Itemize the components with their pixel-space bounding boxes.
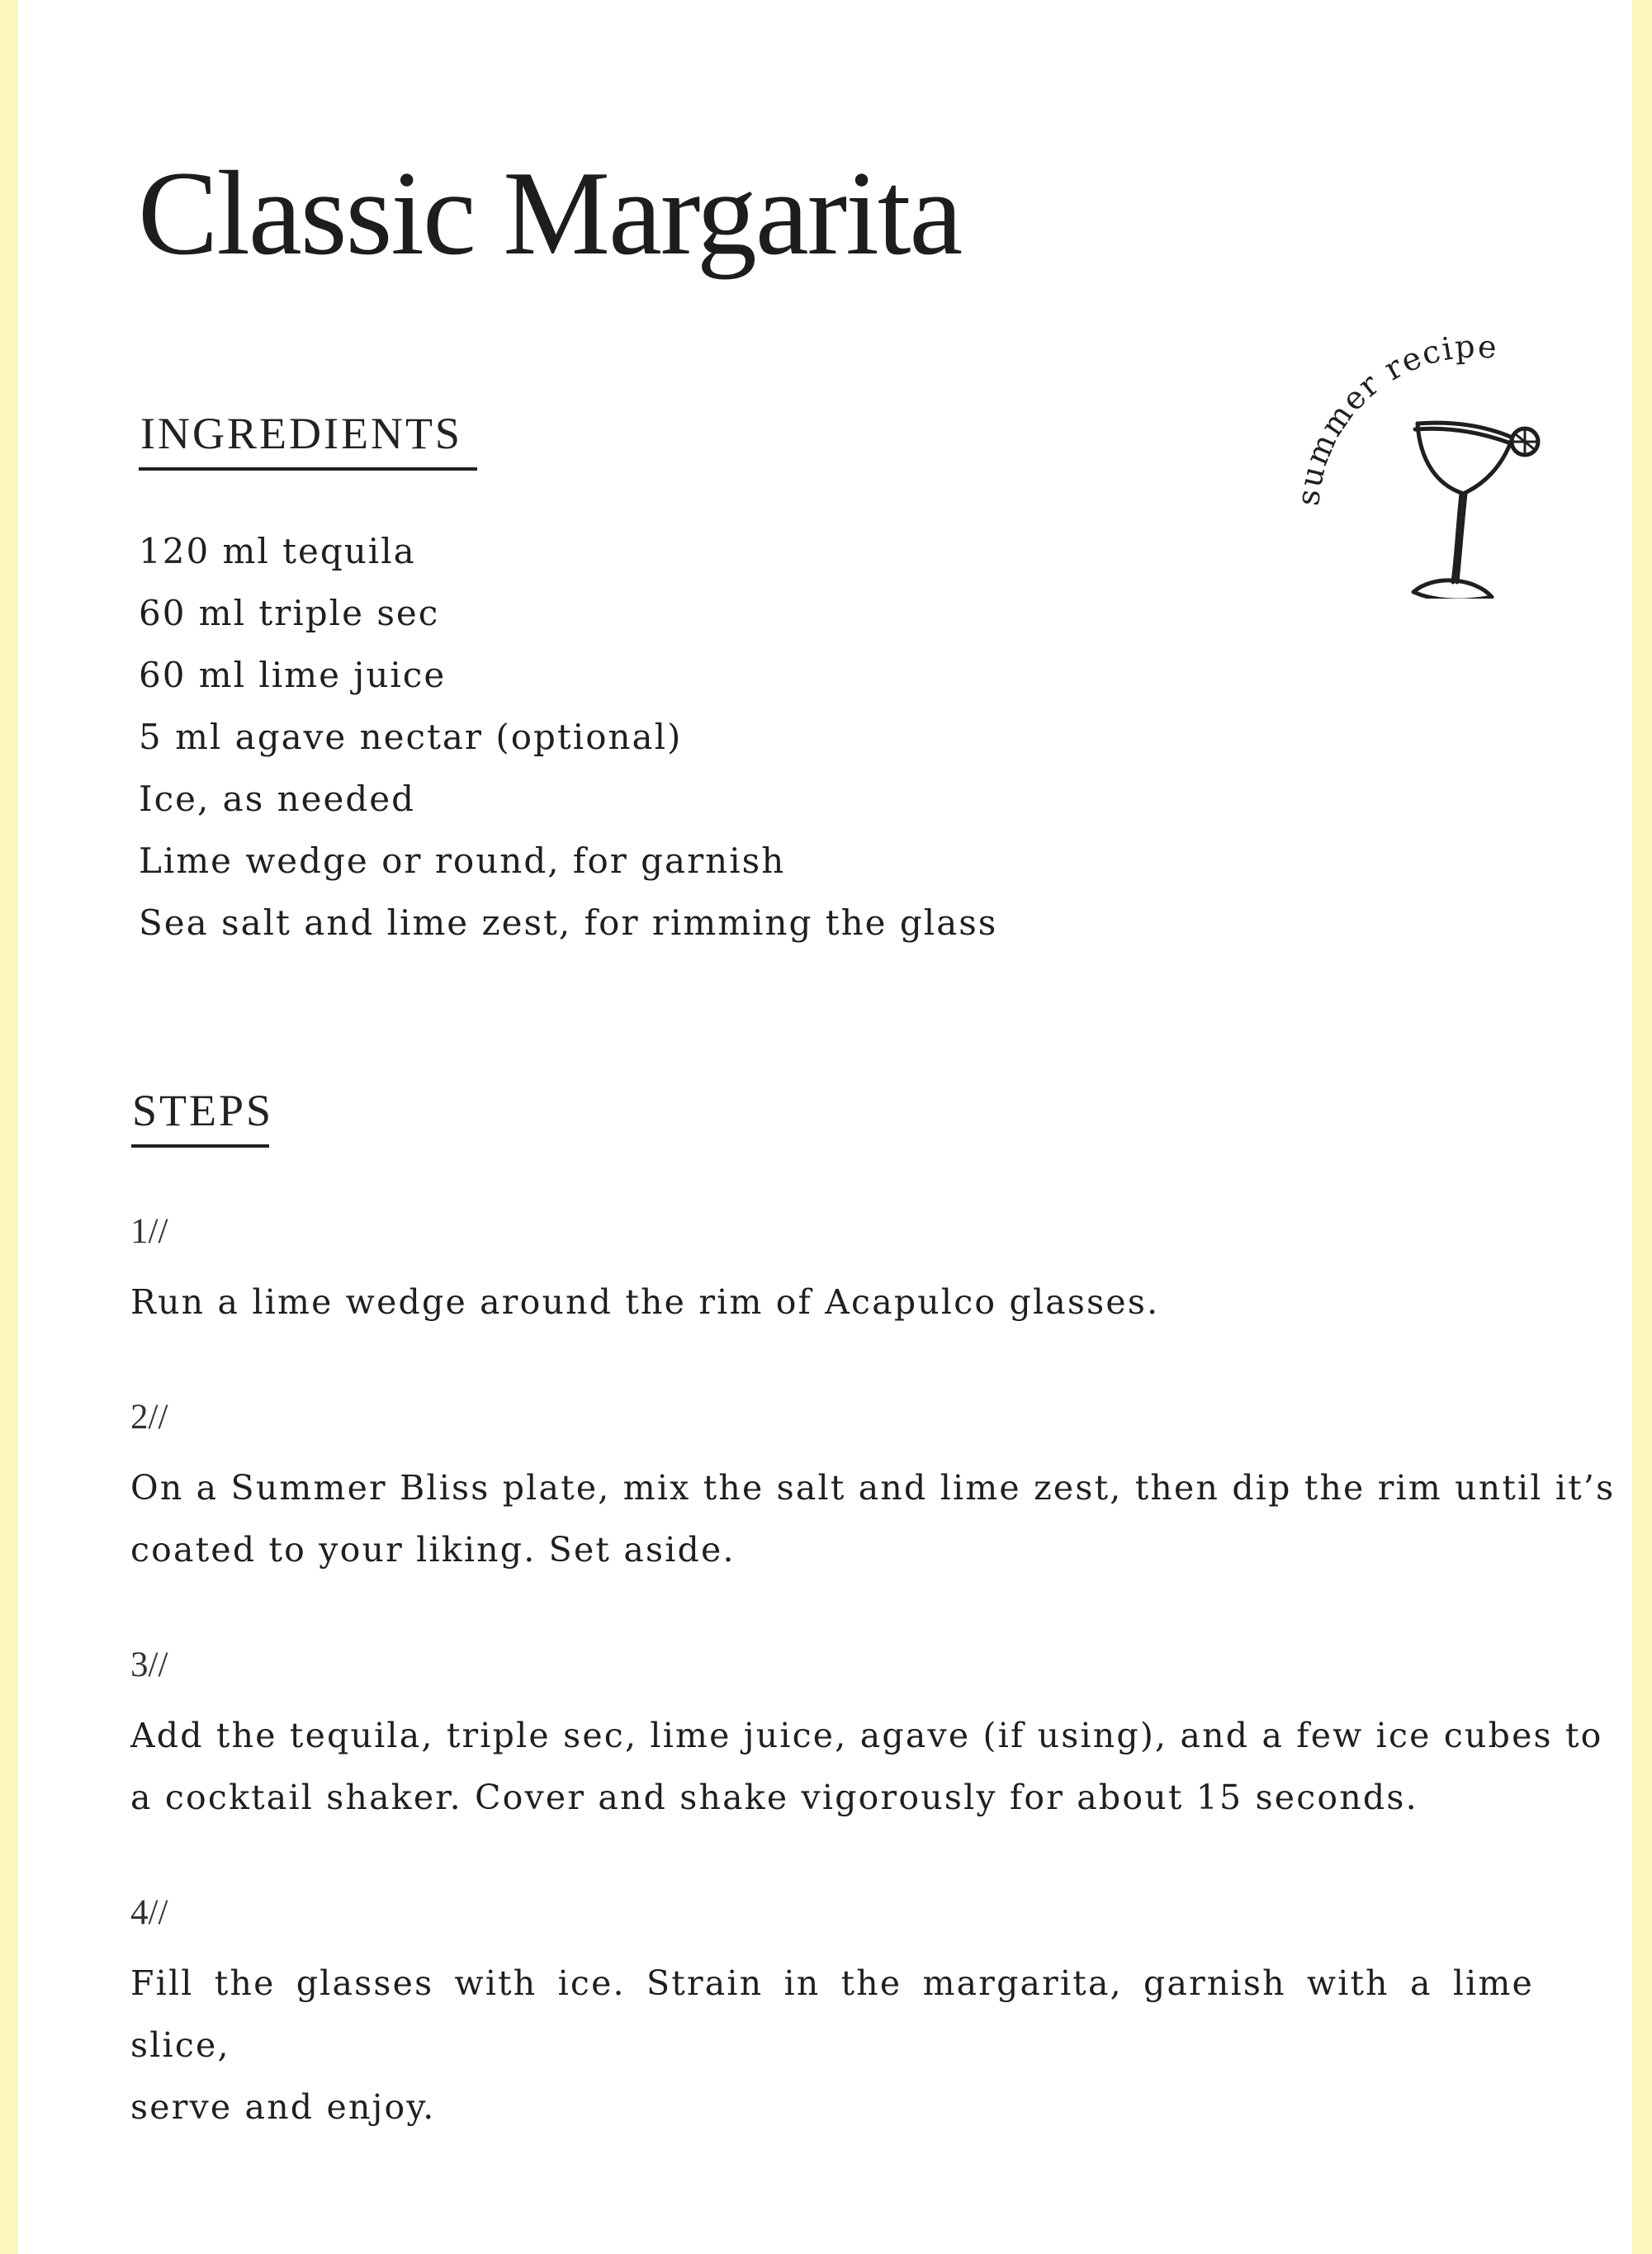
ingredient-item: Ice, as needed [139, 779, 416, 819]
badge-text-path: summer recipe [1290, 328, 1500, 508]
ingredient-item: Sea salt and lime zest, for rimming the glass [139, 902, 998, 943]
step-text [130, 1271, 1534, 1333]
step-text [130, 1953, 1534, 2138]
step-line: a cocktail shaker. Cover and shake vigorously for about 15 seconds. [130, 1778, 1418, 1817]
step-line: Run a lime wedge around the rim of Acapulco glasses. [130, 1282, 1160, 1322]
ingredients-heading: INGREDIENTS [140, 409, 462, 458]
steps-heading: STEPS [132, 1086, 274, 1135]
step-1 [130, 1214, 1534, 1333]
recipe-card [18, 0, 1632, 2254]
step-line: serve and enjoy. [130, 2087, 436, 2127]
step-number: 2// [130, 1398, 168, 1437]
step-3 [130, 1646, 1603, 1829]
steps-heading-underline [131, 1144, 269, 1148]
margarita-glass-icon [1413, 423, 1538, 599]
ingredients-list [139, 520, 997, 954]
step-line: On a Summer Bliss plate, mix the salt and lime zest, then dip the rim until it’s [130, 1468, 1616, 1508]
step-4 [130, 1895, 1534, 2138]
step-line: Add the tequila, triple sec, lime juice, agave (if using), and a few ice cubes to [130, 1716, 1603, 1755]
ingredient-item: Lime wedge or round, for garnish [139, 841, 786, 881]
step-text [130, 1705, 1603, 1829]
step-number: 4// [130, 1893, 168, 1932]
ingredient-item: 5 ml agave nectar (optional) [139, 717, 683, 757]
summer-recipe-badge [1273, 326, 1545, 599]
recipe-title: Classic Margarita [138, 146, 962, 280]
step-text [130, 1457, 1616, 1581]
ingredients-heading-underline [139, 467, 477, 471]
badge-text [1290, 328, 1499, 507]
ingredient-item: 60 ml lime juice [139, 655, 447, 695]
step-line: Fill the glasses with ice. Strain in the margarita, garnish with a lime slice, [130, 1963, 1534, 2065]
step-number: 1// [130, 1212, 168, 1251]
ingredient-item: 60 ml triple sec [139, 593, 440, 633]
step-2 [130, 1398, 1616, 1581]
step-line: coated to your liking. Set aside. [130, 1530, 736, 1570]
ingredient-item: 120 ml tequila [139, 531, 416, 571]
step-number: 3// [130, 1646, 168, 1684]
